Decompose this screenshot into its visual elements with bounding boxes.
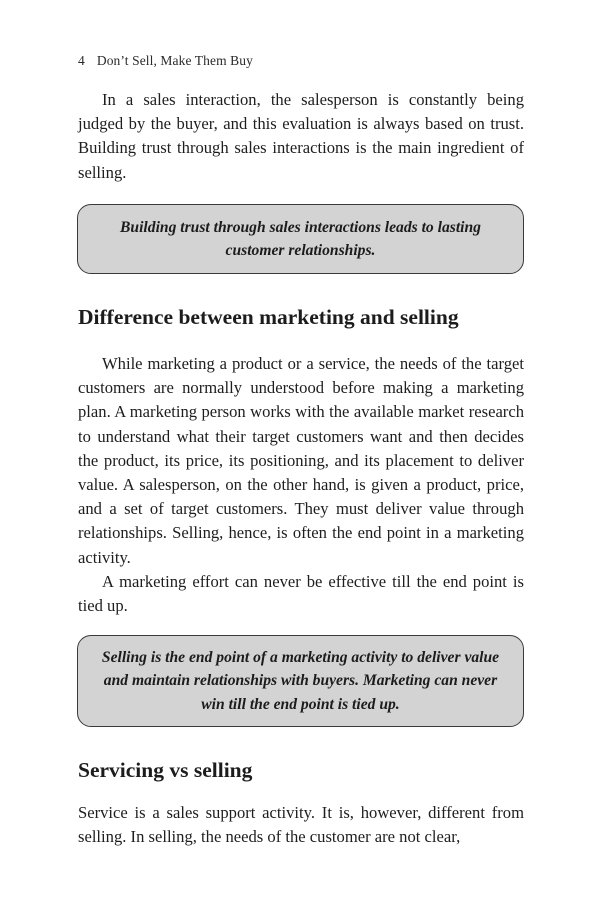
servicing-block bbox=[78, 801, 524, 849]
heading-marketing-vs-selling: Difference between marketing and selling bbox=[78, 305, 459, 329]
intro-block bbox=[78, 88, 524, 185]
marketing-paragraph-2: A marketing effort can never be effective till the end point is tied up. bbox=[78, 571, 524, 616]
book-title: Don’t Sell, Make Them Buy bbox=[96, 53, 253, 68]
running-head bbox=[78, 53, 253, 69]
servicing-paragraph-1: Service is a sales support activity. It is, however, different from selling. In selling, the needs of the customer are not clear, bbox=[78, 803, 524, 847]
end-point-callout-text: Selling is the end point of a marketing activity to deliver value and maintain relationships with buyers. Marketing can never win till the end point is tied up. bbox=[101, 648, 500, 713]
trust-callout-text: Building trust through sales interactions leads to lasting customer relationships. bbox=[120, 218, 481, 259]
end-point-callout-box bbox=[77, 635, 524, 727]
page-number: 4 bbox=[78, 53, 85, 68]
marketing-block bbox=[78, 352, 524, 618]
heading-servicing-vs-selling: Servicing vs selling bbox=[78, 758, 253, 782]
trust-callout-box bbox=[77, 204, 524, 274]
marketing-paragraph-1: While marketing a product or a service, the needs of the target customers are normally understood before making a marketing plan. A marketing person works with the available market research to understand what their target customers want and then decides the product, its price, its positioning, and its placement to deliver value. A salesperson, on the other hand, is given a product, price, and a set of target customers. They must deliver value through relationships. Selling, hence, is often the end point in a marketing activity. bbox=[78, 354, 524, 567]
intro-paragraph: In a sales interaction, the salesperson is constantly being judged by the buyer, and this evaluation is always based on trust. Building trust through sales interactions is the main ingredient of selling. bbox=[78, 90, 524, 182]
